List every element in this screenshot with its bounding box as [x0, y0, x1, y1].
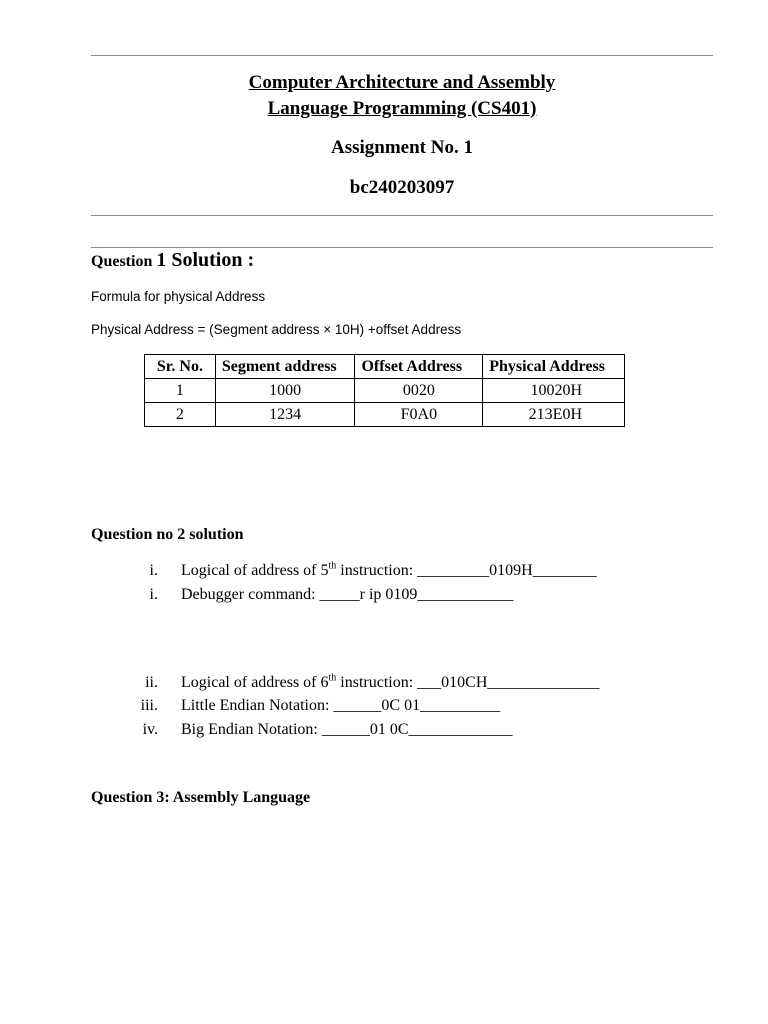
table-header-row — [145, 355, 625, 379]
list-item — [181, 586, 513, 604]
header-offset-address: Offset Address — [355, 355, 483, 379]
list-item-text-rest: instruction: _________0109H________ — [336, 562, 597, 579]
question2-heading: Question no 2 solution — [91, 526, 244, 543]
header-physical-address: Physical Address — [483, 355, 625, 379]
list-item — [181, 721, 513, 739]
list-item-text: Debugger command: _____r ip 0109____________ — [181, 586, 514, 603]
cell-sr-no: 2 — [145, 403, 216, 427]
cell-sr-no: 1 — [145, 379, 216, 403]
cell-segment: 1234 — [215, 403, 355, 427]
list-item — [181, 562, 597, 580]
question1-heading — [91, 249, 254, 272]
header-segment-address: Segment address — [215, 355, 355, 379]
list-item — [181, 697, 500, 715]
list-item-sup: th — [328, 560, 337, 572]
list-item-text: Logical of address of 6 — [181, 674, 329, 691]
list-item-text: Little Endian Notation: ______0C 01__________ — [181, 697, 501, 714]
list-item-number: i. — [149, 586, 158, 603]
question3-heading: Question 3: Assembly Language — [91, 789, 311, 806]
student-id: bc240203097 — [349, 177, 455, 198]
formula-intro: Formula for physical Address — [91, 289, 266, 304]
list-item-number: iv. — [142, 721, 158, 738]
list-item-number: iii. — [140, 697, 158, 714]
cell-physical: 10020H — [483, 379, 625, 403]
list-item-text-rest: instruction: ___010CH______________ — [336, 674, 600, 691]
cell-offset: 0020 — [355, 379, 483, 403]
course-title-line2: Language Programming (CS401) — [267, 98, 537, 119]
list-item-text: Big Endian Notation: ______01 0C_____________ — [181, 721, 513, 738]
list-item-sup: th — [328, 672, 337, 684]
table-row — [145, 379, 625, 403]
top-divider — [91, 55, 713, 56]
list-item-number: i. — [149, 562, 158, 579]
question1-top-divider — [91, 247, 713, 248]
formula-text: Physical Address = (Segment address × 10H) +offset Address — [91, 322, 462, 337]
list-item — [181, 674, 599, 692]
cell-offset: F0A0 — [355, 403, 483, 427]
table-row — [145, 403, 625, 427]
header-sr-no: Sr. No. — [145, 355, 216, 379]
address-table — [144, 354, 625, 427]
assignment-title: Assignment No. 1 — [331, 137, 473, 158]
course-title-line1: Computer Architecture and Assembly — [248, 72, 556, 93]
question1-heading-prefix: Question — [91, 253, 153, 270]
cell-physical: 213E0H — [483, 403, 625, 427]
list-item-number: ii. — [145, 674, 158, 691]
header-bottom-divider — [91, 215, 713, 216]
cell-segment: 1000 — [215, 379, 355, 403]
list-item-text: Logical of address of 5 — [181, 562, 329, 579]
question1-heading-main: 1 Solution : — [156, 249, 255, 271]
